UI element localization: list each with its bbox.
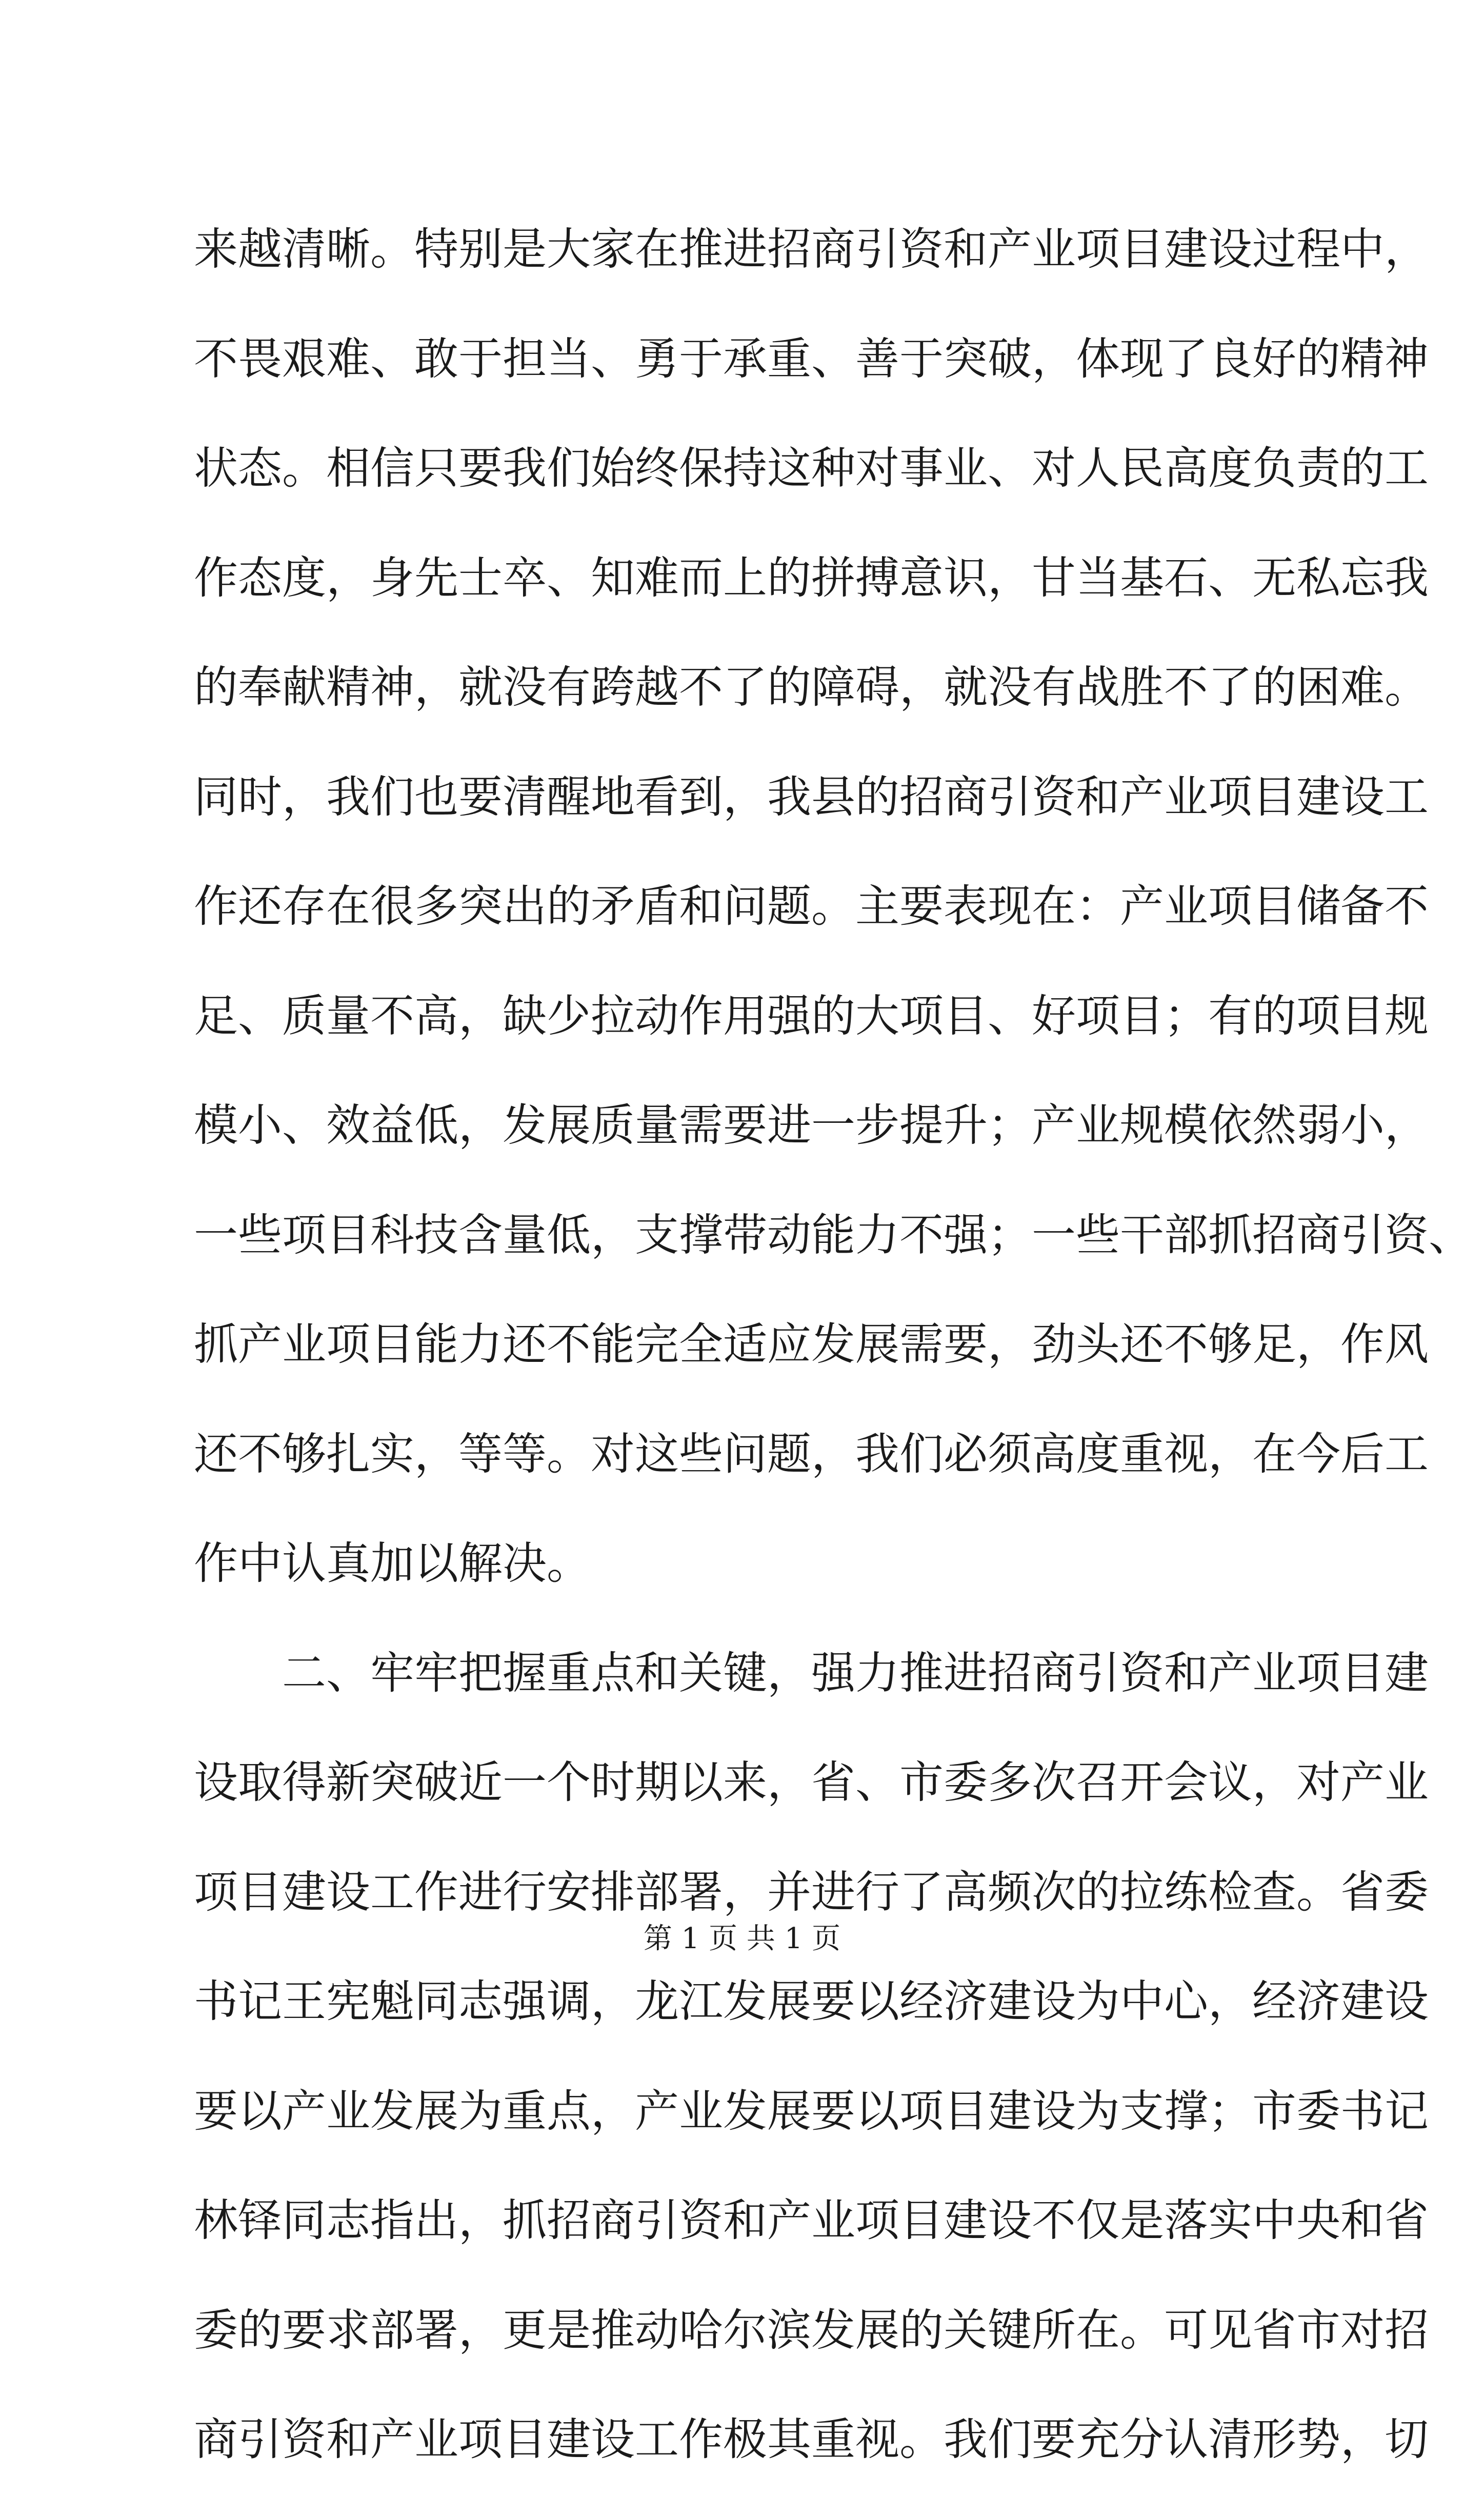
text-line: 作还存在很多突出的矛盾和问题。主要表现在：产业项目储备不 [194,881,1429,932]
section-heading-line: 二、牢牢把握重点和关键，强力推进招商引资和产业项目建 [282,1647,1429,1699]
text-line: 的奉献精神，就没有跨越不了的障碍，就没有战胜不了的困难。 [194,662,1429,713]
text-line: 作态度，身先士卒、知难而上的拼搏意识，甘当基石、无私忘我 [194,552,1429,604]
text-line: 还不够扎实，等等。对这些问题，我们必须高度重视，在今后工 [194,1428,1429,1480]
text-line: 一些项目科技含量低，支撑带动能力不强；一些干部抓招商引资、 [194,1209,1473,1261]
text-line: 足、质量不高，缺少拉动作用强的大项目、好项目；有的项目规 [194,990,1429,1042]
text-line: 模小、效益低，发展质量需要进一步提升；产业规模依然弱小， [194,1100,1429,1151]
text-line: 设取得新突破近一个时期以来，省、市委多次召开会议，对产业 [194,1757,1429,1808]
text-line: 商引资和产业项目建设工作极其重视。我们要充分认清形势，切 [194,2414,1429,2465]
text-line: 委的要求部署，更是推动哈尔滨发展的关键所在。可见省市对招 [194,2304,1429,2356]
text-line: 林铎同志指出，抓招商引资和产业项目建设不仅是落实中央和省 [194,2195,1429,2246]
page-footer [0,1918,1484,1959]
text-line: 同时，我们也要清醒地看到，我县的招商引资和产业项目建设工 [194,771,1429,823]
page-number: 第 1 页 共 1 页 [643,1922,841,1955]
text-line: 书记王宪魁同志强调，龙江发展要以经济建设为中心，经济建设 [194,1976,1429,2027]
text-line: 状态。相信只要我们始终保持这种对事业、对人民高度负责的工 [194,443,1429,494]
text-line: 项目建设工作进行安排部署，并进行了高频次的拉练检查。省委 [194,1866,1429,1918]
text-line: 来越清晰。特别是大家在推进招商引资和产业项目建设过程中， [194,224,1429,275]
text-line: 抓产业项目能力还不能完全适应发展需要，劲头还不够足，作风 [194,1319,1429,1370]
body-text [194,195,1473,2495]
text-line: 作中认真加以解决。 [194,1538,591,1589]
text-line: 要以产业发展为重点，产业发展要以项目建设为支撑；市委书记 [194,2085,1429,2137]
text-line: 不畏艰难、敢于担当、勇于承重、善于突破，体现了良好的精神 [194,333,1429,385]
